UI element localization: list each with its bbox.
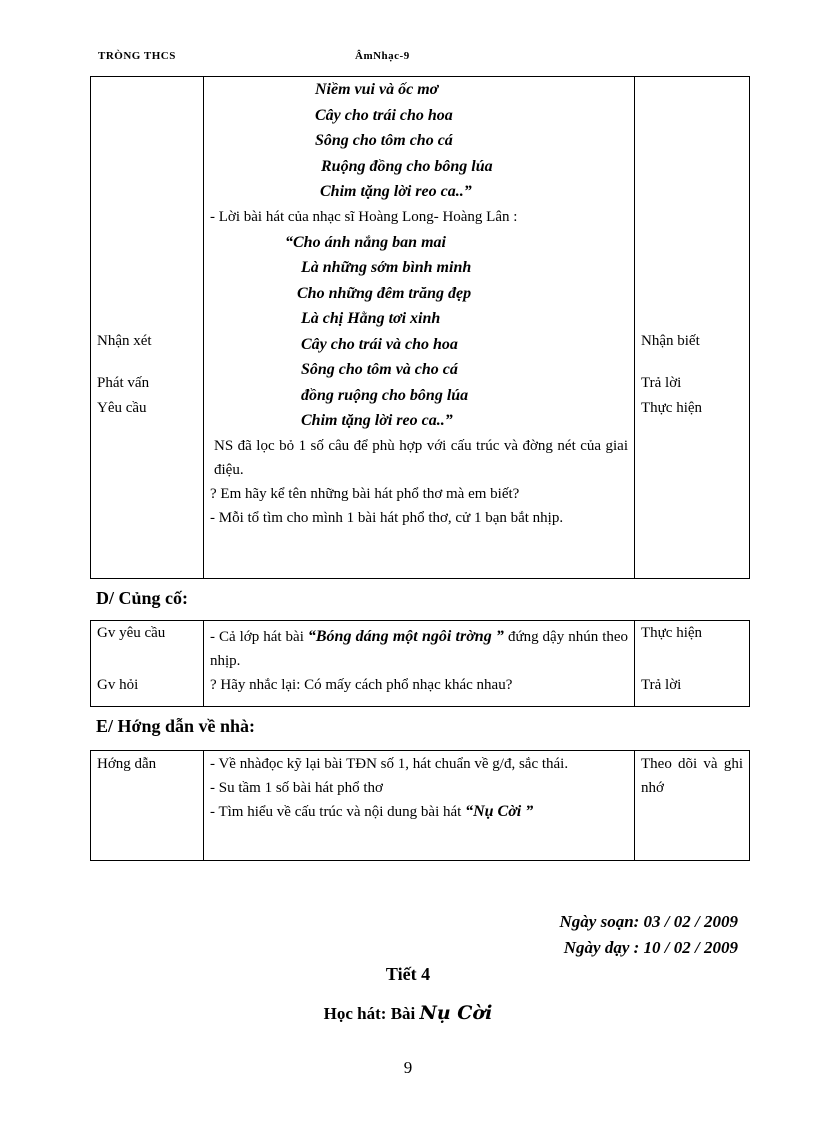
task-text: - Mỗi tổ tìm cho mình 1 bài hát phổ thơ, cử 1 bạn bắt nhịp. [210, 509, 564, 526]
lesson-topic-song: Nụ Cời [419, 1002, 493, 1024]
student-activity-3: Thực hiện [641, 400, 703, 416]
lyric-intro: - Lời bài hát của nhạc sĩ Hoàng Long- Hoàng Lân : [210, 208, 518, 225]
section-d-song: “Bóng dáng một ngôi trờng ” [307, 628, 504, 645]
section-d-table [90, 620, 750, 707]
poem2-line: “Cho ánh nắng ban mai [285, 233, 446, 251]
lesson-topic-label: Học hát: Bài [323, 1004, 416, 1023]
section-d-label-1: Gv yêu cầu [97, 625, 166, 641]
teacher-activity-cell [91, 77, 204, 579]
note-text: NS đã lọc bỏ 1 số câu để phù hợp với cấu trúc và đờng nét của giai điệu. [214, 437, 628, 478]
section-d-student-cell [635, 621, 750, 707]
poem1-line: Ruộng đồng cho bông lúa [321, 157, 493, 175]
teacher-activity-3: Yêu cầu [97, 400, 147, 416]
section-e-teacher-cell [91, 751, 204, 861]
student-activity-2: Trả lời [641, 375, 682, 391]
teacher-activity-1: Nhận xét [97, 333, 152, 349]
section-e-label: Hớng dẫn [97, 756, 157, 772]
section-e-table [90, 750, 750, 861]
lesson-table [90, 76, 750, 579]
section-d-title: D/ Củng cố: [96, 588, 189, 608]
date-composed: Ngày soạn: 03 / 02 / 2009 [559, 912, 738, 931]
question-text: ? Em hãy kể tên những bài hát phổ thơ mà em biết? [210, 485, 520, 502]
section-e-song: “Nụ Cời ” [465, 803, 534, 820]
content-cell [204, 77, 635, 579]
section-d-content-cell [204, 621, 635, 707]
section-e-title: E/ Hớng dẫn về nhà: [96, 716, 256, 736]
section-d-text-1-pre: - Cả lớp hát bài [210, 629, 304, 645]
section-d-text-1-post: đứng dậy nhún theo nhịp. [210, 629, 629, 669]
student-activity-cell [635, 77, 750, 579]
header-subject: ÂmNhạc-9 [355, 50, 410, 62]
header-school: TRÒNG THCS [98, 50, 176, 62]
date-taught: Ngày dạy : 10 / 02 / 2009 [563, 938, 738, 957]
section-e-content-cell [204, 751, 635, 861]
section-e-line-1: - Về nhàđọc kỹ lại bài TĐN số 1, hát chuẩn về g/đ, sắc thái. [210, 756, 569, 772]
section-d-resp-2: Trả lời [641, 677, 682, 693]
teacher-activity-2: Phát vấn [97, 375, 150, 391]
lesson-topic [0, 1002, 816, 1024]
student-activity-1: Nhận biết [641, 333, 700, 349]
poem2-line: đồng ruộng cho bông lúa [301, 386, 469, 404]
section-d-text-2: ? Hãy nhắc lại: Có mấy cách phổ nhạc khác nhau? [210, 677, 513, 693]
poem2-line: Cây cho trái và cho hoa [301, 335, 458, 353]
poem2-line: Chim tặng lời reo ca..” [301, 412, 453, 429]
section-e-line-2: - Su tầm 1 số bài hát phổ thơ [210, 780, 383, 796]
poem1-line: Niềm vui và ốc mơ [315, 81, 439, 98]
page-number: 9 [403, 1058, 413, 1077]
section-e-line-3 [210, 800, 628, 824]
section-e-resp: Theo dõi và ghi nhớ [641, 756, 743, 796]
poem1-line: Chim tặng lời reo ca..” [320, 183, 472, 200]
poem1-line: Cây cho trái cho hoa [315, 106, 453, 124]
section-d-text-1 [210, 621, 628, 673]
poem2-line: Cho những đêm trăng đẹp [297, 284, 472, 302]
section-d-teacher-cell [91, 621, 204, 707]
poem2-line: Là những sớm bình minh [301, 259, 472, 276]
poem2-line: Là chị Hằng tơi xinh [301, 310, 441, 327]
section-d-label-2: Gv hỏi [97, 677, 139, 693]
poem1-line: Sông cho tôm cho cá [315, 132, 453, 149]
poem2-line: Sông cho tôm và cho cá [301, 361, 458, 378]
lesson-number: Tiết 4 [385, 964, 431, 984]
section-d-resp-1: Thực hiện [641, 625, 703, 641]
section-e-line-3-pre: - Tìm hiểu về cấu trúc và nội dung bài hát [210, 804, 462, 820]
section-e-student-cell [635, 751, 750, 861]
